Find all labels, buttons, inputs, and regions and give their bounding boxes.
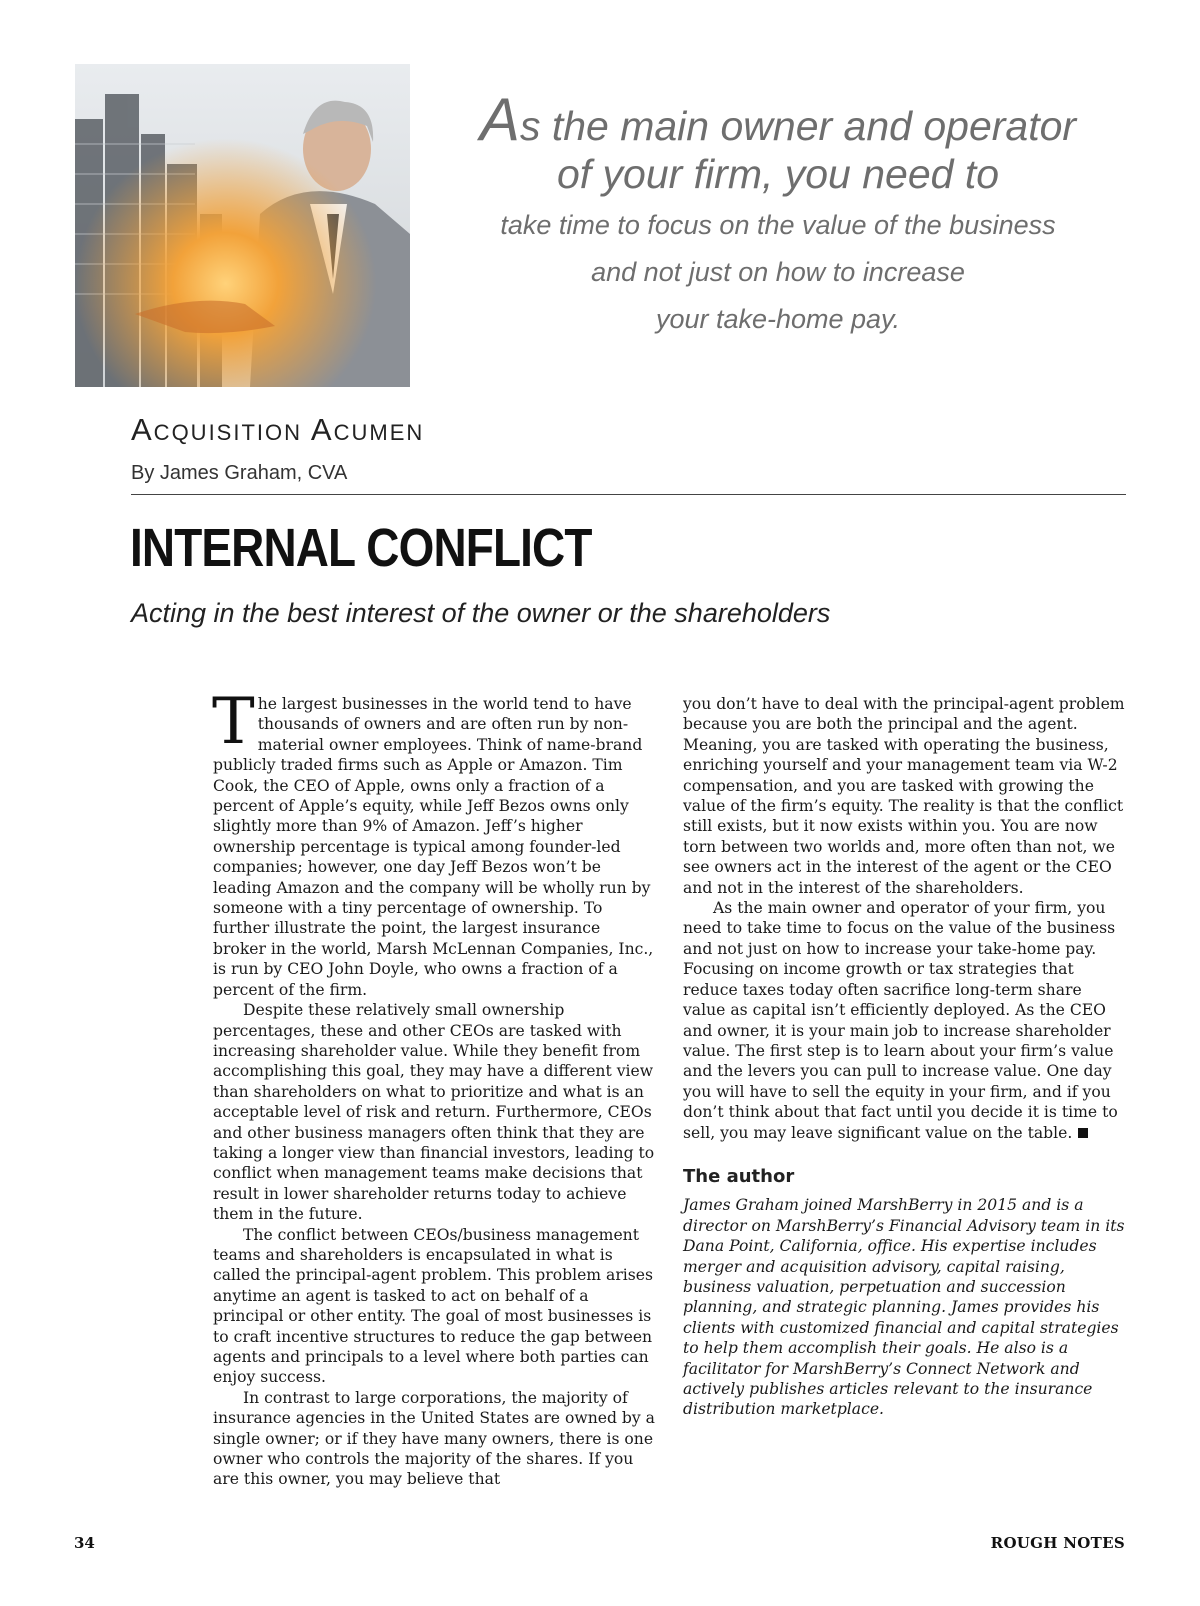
- pull-quote-line-3: take time to focus on the value of the business: [500, 210, 1056, 240]
- article-column-right: [683, 694, 1128, 1420]
- paragraph-4: In contrast to large corporations, the majority of insurance agencies in the United States are owned by a single owner; or if they have many owners, there is one owner who controls the majority of the shares. If you are this owner, you may believe that: [213, 1388, 655, 1489]
- article-column-left: [212, 685, 658, 1490]
- subtitle: Acting in the best interest of the owner or the shareholders: [131, 598, 831, 628]
- column-name: Acquisition Acumen: [131, 412, 425, 447]
- end-mark-icon: [1078, 1128, 1088, 1138]
- photo-illustration: [75, 64, 410, 387]
- pull-quote-line-1: As the main owner and operator: [479, 86, 1077, 153]
- divider-rule: [131, 494, 1126, 495]
- paragraph-2: Despite these relatively small ownership percentages, these and other CEOs are tasked with increasing shareholder value. While they benefit from accomplishing this goal, they may have a different view than shareholders on what to prioritize and what is an acceptable level of risk and return. Furthermore, CEOs and other business managers often think that they are taking a longer view than financial investors, leading to conflict when management teams make decisions that result in lower shareholder returns today to achieve them in the future.: [213, 1001, 655, 1224]
- pull-quote-line-2: of your firm, you need to: [556, 151, 1000, 197]
- paragraph-1: The largest businesses in the world tend to have thousands of owners and are often run by non-material owner employees. Think of name-brand publicly traded firms such as Apple or Amazon. Tim Cook, the CEO of Apple, owns only a fraction of a percent of Apple’s equity, while Jeff Bezos owns only slightly more than 9% of Amazon. Jeff’s higher ownership percentage is typical among founder-led companies; however, one day Jeff Bezos won’t be leading Amazon and the company will be wholly run by someone with a tiny percentage of ownership. To further illustrate the point, the largest insurance broker in the world, Marsh McLennan Companies, Inc., is run by CEO John Doyle, who owns a fraction of a percent of the firm.: [212, 685, 654, 999]
- pull-quote-drop-letter: A: [479, 86, 520, 153]
- paragraph-5: you don’t have to deal with the principal-agent problem because you are both the principal and the agent. Meaning, you are tasked with operating the business, enriching yourself and your management team via W-2 compensation, and you are tasked with growing the value of the firm’s equity. The reality is that the conflict still exists, but it now exists within you. You are now torn between two worlds and, more often than not, we see owners act in the interest of the agent or the CEO and not in the interest of the shareholders.: [683, 695, 1125, 897]
- drop-cap: T: [212, 685, 255, 759]
- paragraph-6: As the main owner and operator of your firm, you need to take time to focus on the value of the business and not just on how to increase your take-home pay. Focusing on income growth or tax strategies that reduce taxes today often sacrifice long-term share value as capital isn’t efficiently deployed. As the CEO and owner, it is your main job to increase shareholder value. The first step is to learn about your firm’s value and the levers you can pull to increase value. One day you will have to sell the equity in your firm, and if you don’t think about that fact until you decide it is time to sell, you may leave significant value on the table.: [683, 899, 1118, 1142]
- author-heading: The author: [683, 1165, 795, 1187]
- paragraph-3: The conflict between CEOs/business management teams and shareholders is encapsulated in what is called the principal-agent problem. This problem arises anytime an agent is tasked to act on behalf of a principal or other entity. The goal of most businesses is to craft incentive structures to reduce the gap between agents and principals to a level where both parties can enjoy success.: [213, 1225, 654, 1387]
- author-bio: James Graham joined MarshBerry in 2015 and is a director on MarshBerry’s Financial Advisory team in its Dana Point, California, office. His expertise includes merger and acquisition advisory, capital raising, business valuation, perpetuation and succession planning, and strategic planning. James provides his clients with customized financial and capital strategies to help them accomplish their goals. He also is a facilitator for MarshBerry’s Connect Network and actively publishes articles relevant to the insurance distribution marketplace.: [683, 1196, 1125, 1419]
- pull-quote-line-4: and not just on how to increase: [591, 257, 965, 287]
- pull-quote: [428, 86, 1128, 343]
- headline: INTERNAL CONFLICT: [130, 518, 592, 578]
- pull-quote-line-5: your take-home pay.: [655, 304, 901, 334]
- businessman-handshake-photo: [75, 64, 410, 387]
- byline: By James Graham, CVA: [131, 462, 348, 484]
- page-number: 34: [74, 1534, 95, 1552]
- magazine-name: ROUGH NOTES: [990, 1534, 1125, 1552]
